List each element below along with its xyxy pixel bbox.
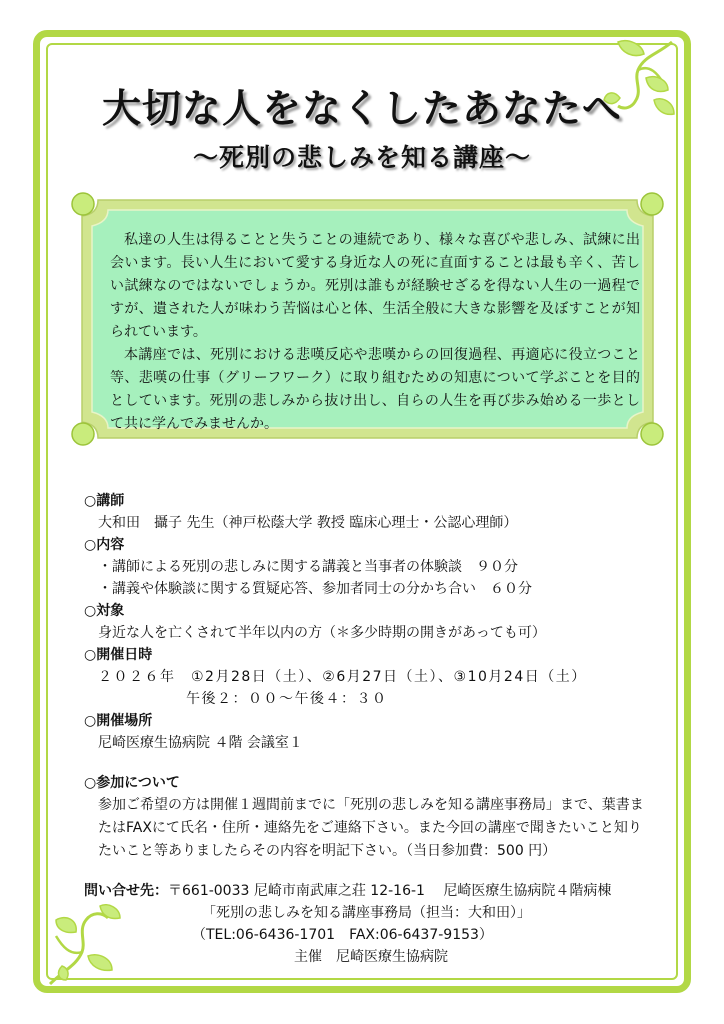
target-text: 身近な人を亡くされて半年以内の方（＊多少時期の開きがあっても可） xyxy=(98,625,546,641)
participation-heading: ○参加について xyxy=(84,775,180,791)
contact-office: 「死別の悲しみを知る講座事務局（担当：大和田）」 xyxy=(202,905,531,921)
course-info xyxy=(84,490,654,863)
intro-text xyxy=(110,229,640,436)
schedule-time: 午後２：００～午後４：３０ xyxy=(186,691,388,707)
participation-text: 参加ご希望の方は開催１週間前までに「死別の悲しみを知る講座事務局」まで、葉書またはFAXにて氏名・住所・連絡先をご連絡下さい。また今回の講座で聞きたいこと知りたいこと等ありましたらその内容を明記下さい。（当日参加費：500 円） xyxy=(98,797,644,859)
content-heading: ○内容 xyxy=(84,537,125,553)
contact-address: 〒661-0033 尼崎市南武庫之荘 12-16-1 尼崎医療生協病院４階病棟 xyxy=(168,883,612,899)
schedule-dates: ２０２６年 ①2月28日（土）、②6月27日（土）、③10月24日（土） xyxy=(98,669,587,685)
organizer: 主催 尼崎医療生協病院 xyxy=(294,949,448,965)
venue-text: 尼崎医療生協病院 ４階 会議室１ xyxy=(98,735,303,751)
lecturer-text: 大和田 攝子 先生（神戸松蔭大学 教授 臨床心理士・公認心理師） xyxy=(98,515,518,531)
contact-block xyxy=(84,880,664,968)
lecturer-heading: ○講師 xyxy=(84,493,125,509)
intro-paragraph: 本講座では、死別における悲嘆反応や悲嘆からの回復過程、再適応に役立つこと等、悲嘆の仕事（グリーフワーク）に取り組むための知恵について学ぶことを目的としています。死別の悲しみから抜け出し、自らの人生を再び歩み始める一歩として共に学んでみませんか。 xyxy=(110,347,640,432)
intro-paragraph: 私達の人生は得ることと失うことの連続であり、様々な喜びや悲しみ、試練に出会います。長い人生において愛する身近な人の死に直面することは最も辛く、苦しい試練なのではないでしょうか。死別は誰もが経験せざるを得ない人生の一過程ですが、遺された人が味わう苦悩は心と体、生活全般に大きな影響を及ぼすことが知られています。 xyxy=(110,232,640,340)
contact-label: 問い合せ先： xyxy=(84,883,168,899)
content-item: ・講義や体験談に関する質疑応答、参加者同士の分かち合い ６０分 xyxy=(98,581,532,597)
content-item: ・講師による死別の悲しみに関する講義と当事者の体験談 ９０分 xyxy=(98,559,518,575)
venue-heading: ○開催場所 xyxy=(84,713,153,729)
page-subtitle: ～死別の悲しみを知る講座～ xyxy=(192,143,531,172)
page-title: 大切な人をなくしたあなたへ xyxy=(101,87,622,132)
contact-phone: （TEL:06-6436-1701 FAX:06-6437-9153） xyxy=(192,927,493,943)
schedule-heading: ○開催日時 xyxy=(84,647,153,663)
target-heading: ○対象 xyxy=(84,603,125,619)
